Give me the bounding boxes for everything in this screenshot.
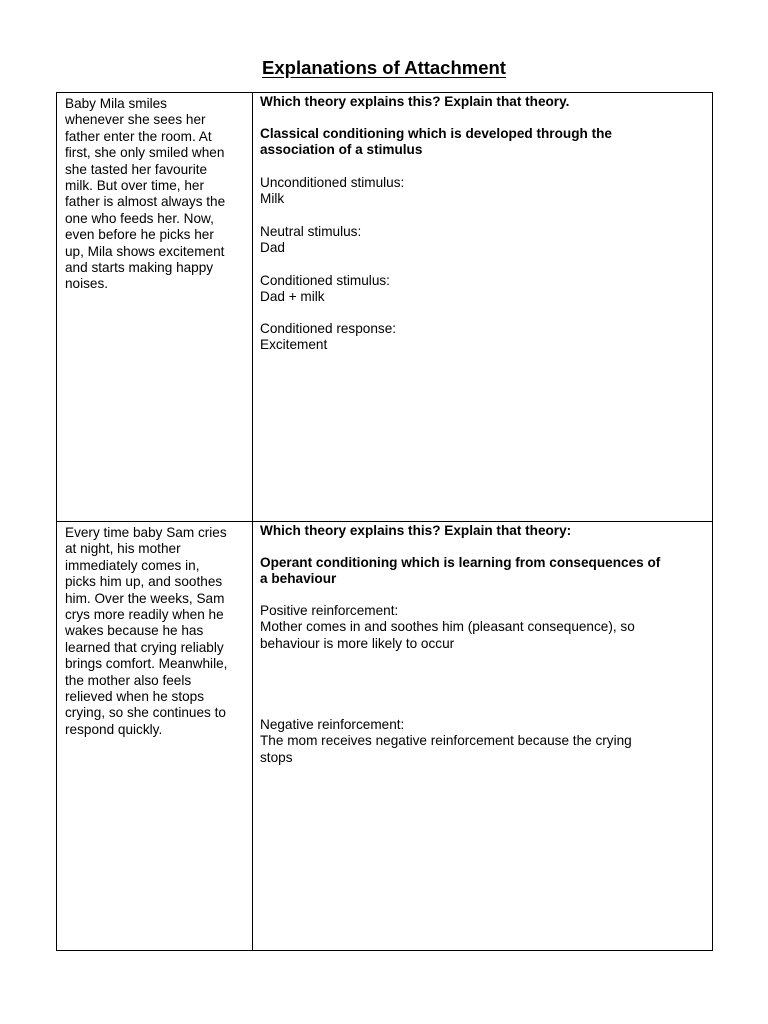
unconditioned-stimulus-block: Unconditioned stimulus: Milk [260, 175, 405, 207]
scenario-text: Baby Mila smiles whenever she sees her father enter the room. At first, she only smiled when she tasted her favourite milk. But over time, her father is almost always the one who feeds her. Now, even before he picks her up, Mila shows excitement and starts making happy noises. [65, 96, 226, 292]
question-heading: Which theory explains this? Explain that theory. [260, 94, 570, 109]
theory-statement: Operant conditioning which is learning from consequences of a behaviour [260, 555, 661, 587]
scenario-text: Every time baby Sam cries at night, his mother immediately comes in, picks him up, and soothes him. Over the weeks, Sam crys more readily when he wakes because he has learned that crying reliably brings comfort. Meanwhile, the mother also feels relieved when he stops crying, so she continues to respond quickly. [65, 525, 228, 737]
positive-reinforcement-block: Positive reinforcement: Mother comes in and soothes him (pleasant consequence), so behaviour is more likely to occur [260, 603, 635, 651]
column-divider [252, 522, 253, 950]
page-title: Explanations of Attachment [262, 57, 506, 78]
column-divider [252, 93, 253, 521]
table-row [57, 522, 712, 950]
theory-statement: Classical conditioning which is developed through the association of a stimulus [260, 126, 612, 158]
table-row [57, 93, 712, 522]
conditioned-stimulus-block: Conditioned stimulus: Dad + milk [260, 273, 390, 305]
worksheet-table [56, 92, 713, 951]
neutral-stimulus-block: Neutral stimulus: Dad [260, 224, 362, 256]
conditioned-response-block: Conditioned response: Excitement [260, 321, 397, 353]
negative-reinforcement-block: Negative reinforcement: The mom receives negative reinforcement because the crying stops [260, 717, 632, 765]
question-heading: Which theory explains this? Explain that theory: [260, 523, 572, 538]
